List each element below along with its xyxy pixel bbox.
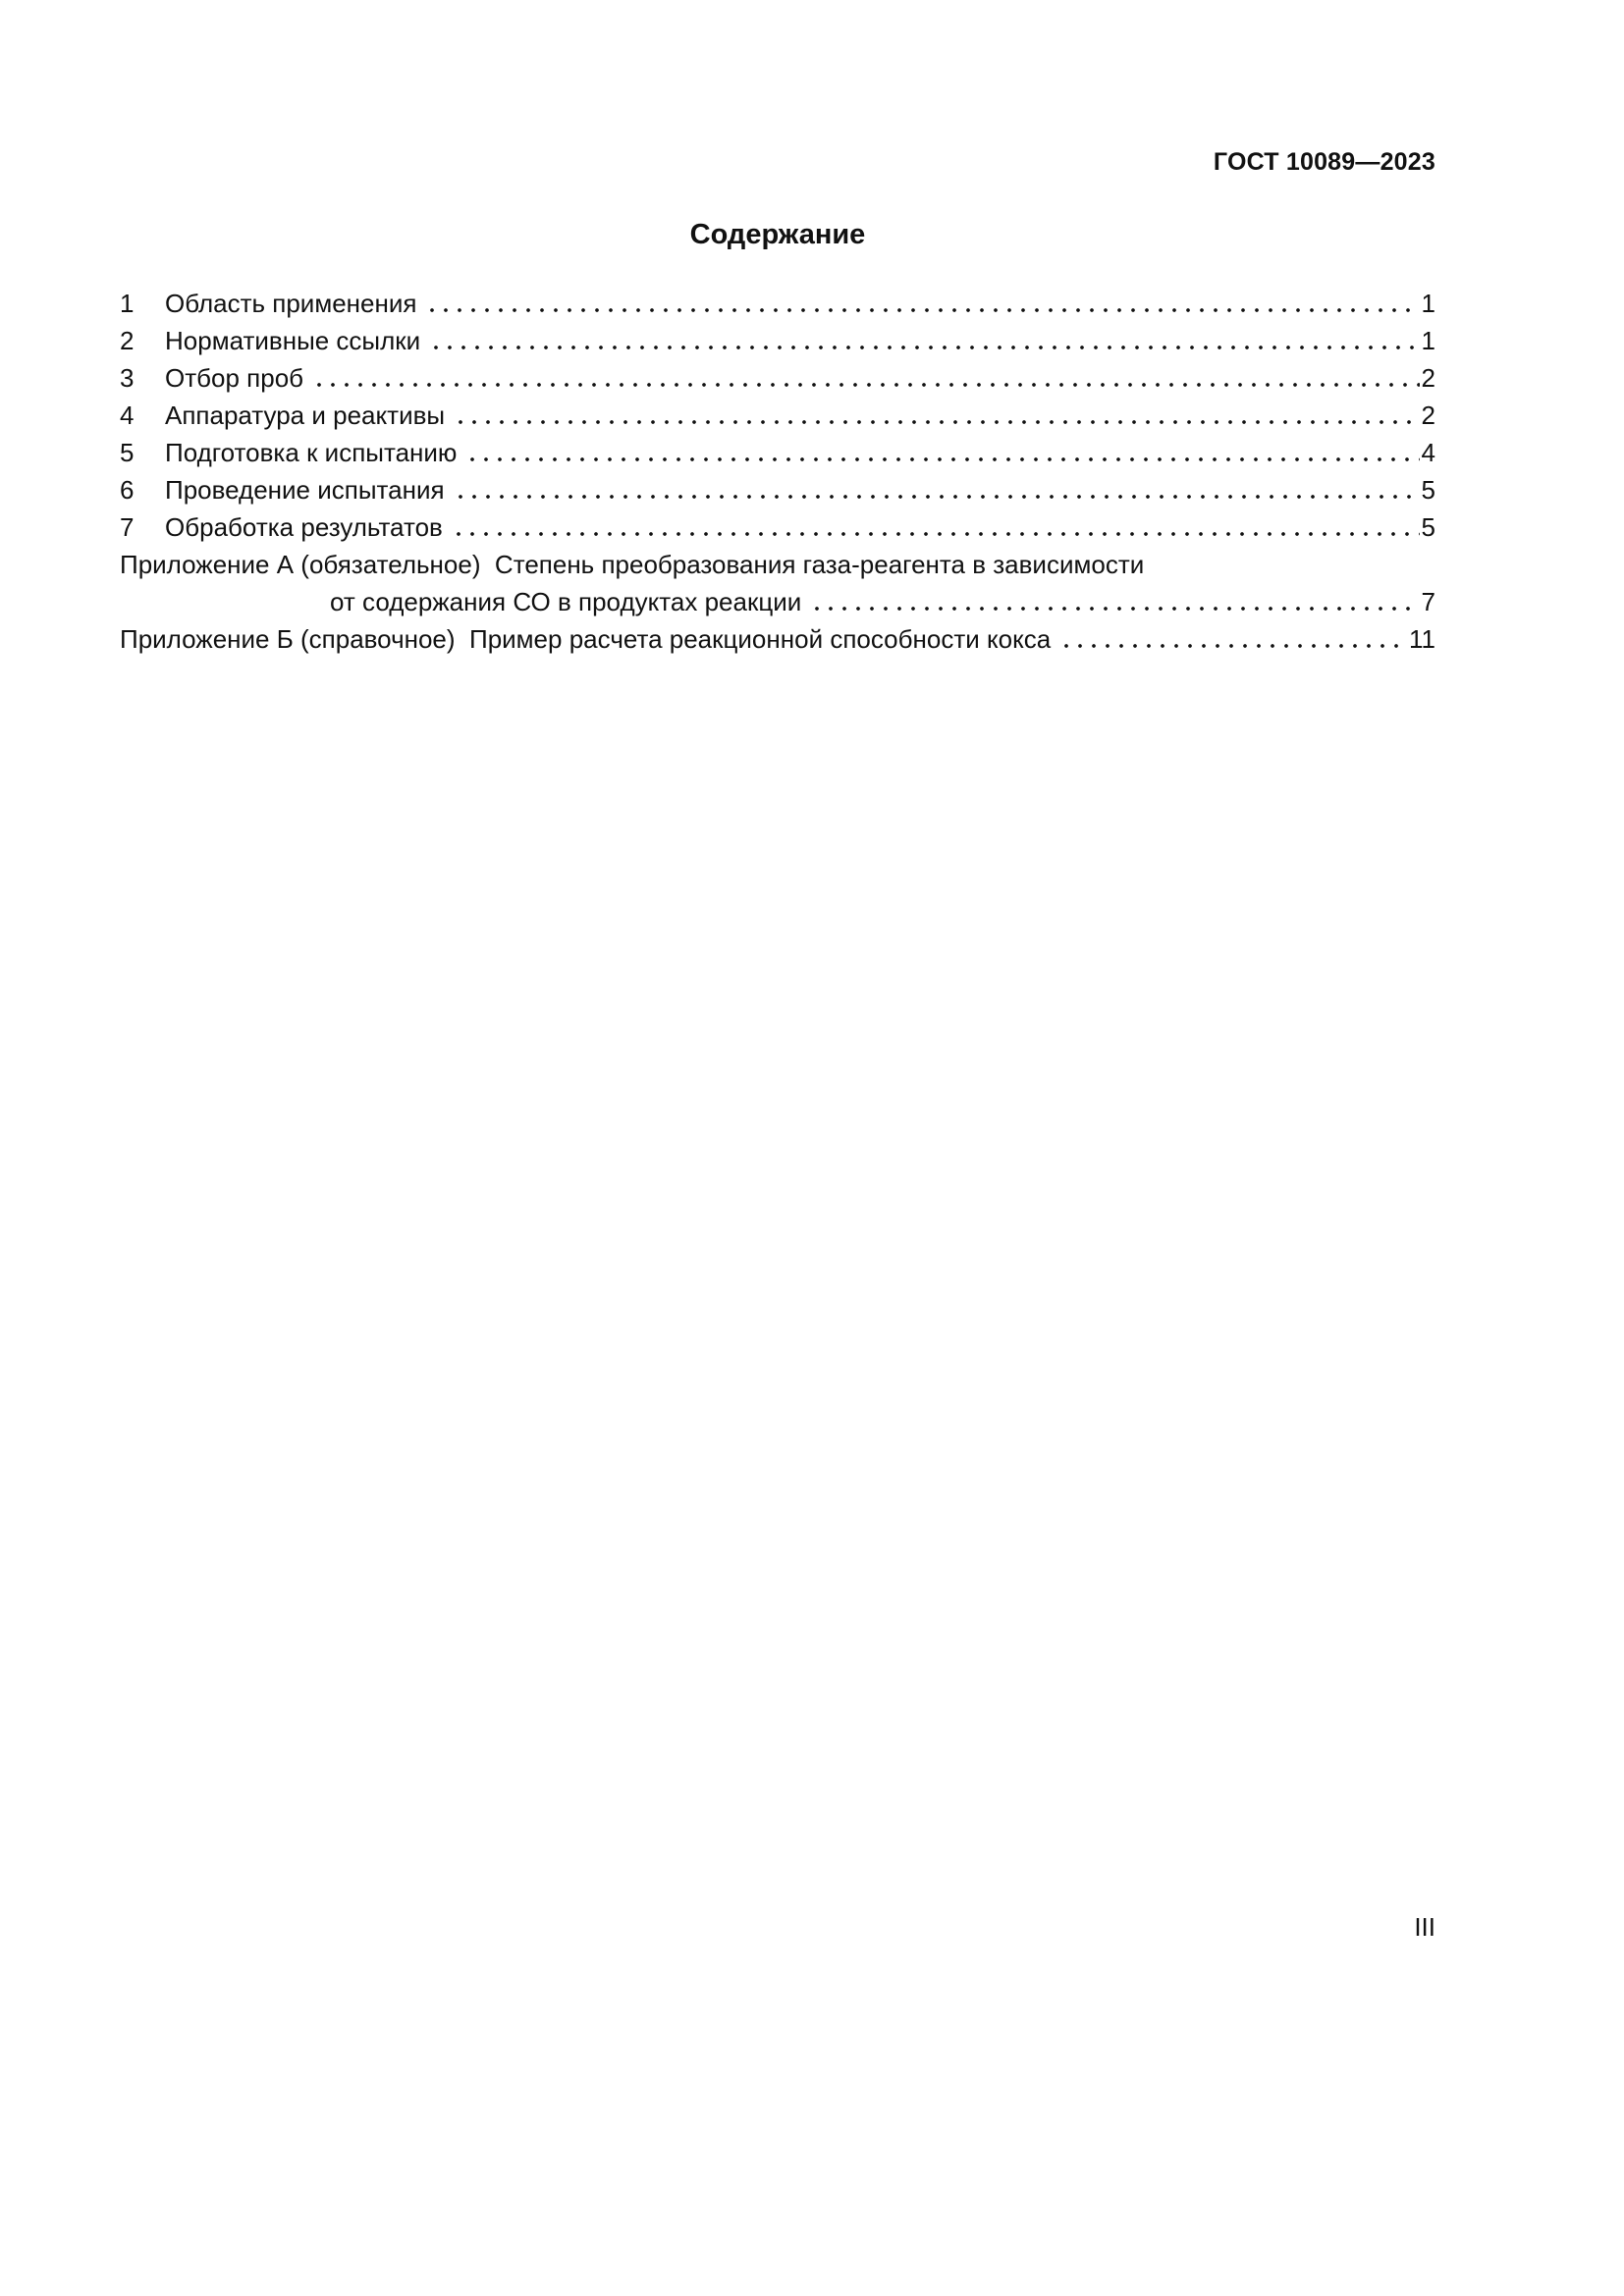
toc-entry (120, 397, 1435, 434)
dot-leader (452, 528, 1420, 536)
toc-entry (120, 359, 1435, 397)
toc-entry (120, 434, 1435, 471)
toc-entry-label: Нормативные ссылки (165, 326, 421, 355)
page-content (120, 147, 1435, 658)
toc-entry-page: 7 (1421, 587, 1435, 616)
toc-entry-page: 2 (1421, 400, 1435, 430)
dot-leader (454, 416, 1419, 424)
dot-leader (1059, 640, 1407, 648)
toc-entry-page: 1 (1421, 326, 1435, 355)
toc-entry-page: 1 (1421, 289, 1435, 318)
toc-entry-number: 1 (120, 289, 135, 318)
toc-entry-number: 4 (120, 400, 135, 430)
dot-leader (465, 454, 1419, 461)
dot-leader (429, 342, 1419, 349)
toc-entry (120, 471, 1435, 508)
doc-code: ГОСТ 10089—2023 (1213, 148, 1435, 176)
toc-entry-page: 5 (1421, 475, 1435, 505)
page-number: III (1414, 1912, 1435, 1942)
page-title: Содержание (689, 219, 866, 250)
toc-entry (120, 322, 1435, 359)
toc-entry-number: 7 (120, 512, 135, 542)
dot-leader (312, 379, 1419, 387)
dot-leader (810, 603, 1419, 611)
toc-entry-label: Отбор проб (165, 363, 304, 393)
toc-entry-page: 4 (1421, 438, 1435, 467)
toc-entry-label: Область применения (165, 289, 417, 318)
toc-entry-label: Приложение А (обязательное) Степень преобразования газа-реагента в зависимости (120, 550, 1145, 579)
toc-entry-page: 2 (1421, 363, 1435, 393)
toc-entry-number: 3 (120, 363, 135, 393)
toc-entry (120, 508, 1435, 546)
toc-entry-appendix-a-line1 (120, 546, 1435, 583)
toc-entry (120, 285, 1435, 322)
toc-entry-label: Проведение испытания (165, 475, 445, 505)
toc-entry-page: 11 (1409, 624, 1435, 654)
toc-entry-number: 2 (120, 326, 135, 355)
toc-entry-appendix-b (120, 620, 1435, 658)
toc-entry-number: 6 (120, 475, 135, 505)
toc-entry-label: от содержания СО в продуктах реакции (330, 587, 802, 616)
toc-entry-page: 5 (1421, 512, 1435, 542)
toc-entry-number: 5 (120, 438, 135, 467)
toc-entry-label: Аппаратура и реактивы (165, 400, 446, 430)
toc-entry-appendix-a-line2 (120, 583, 1435, 620)
toc-entry-label: Обработка результатов (165, 512, 443, 542)
dot-leader (454, 491, 1420, 499)
toc-entry-label: Подготовка к испытанию (165, 438, 458, 467)
toc-entry-label: Приложение Б (справочное) Пример расчета реакционной способности кокса (120, 624, 1052, 654)
table-of-contents (120, 285, 1435, 658)
dot-leader (425, 304, 1419, 312)
